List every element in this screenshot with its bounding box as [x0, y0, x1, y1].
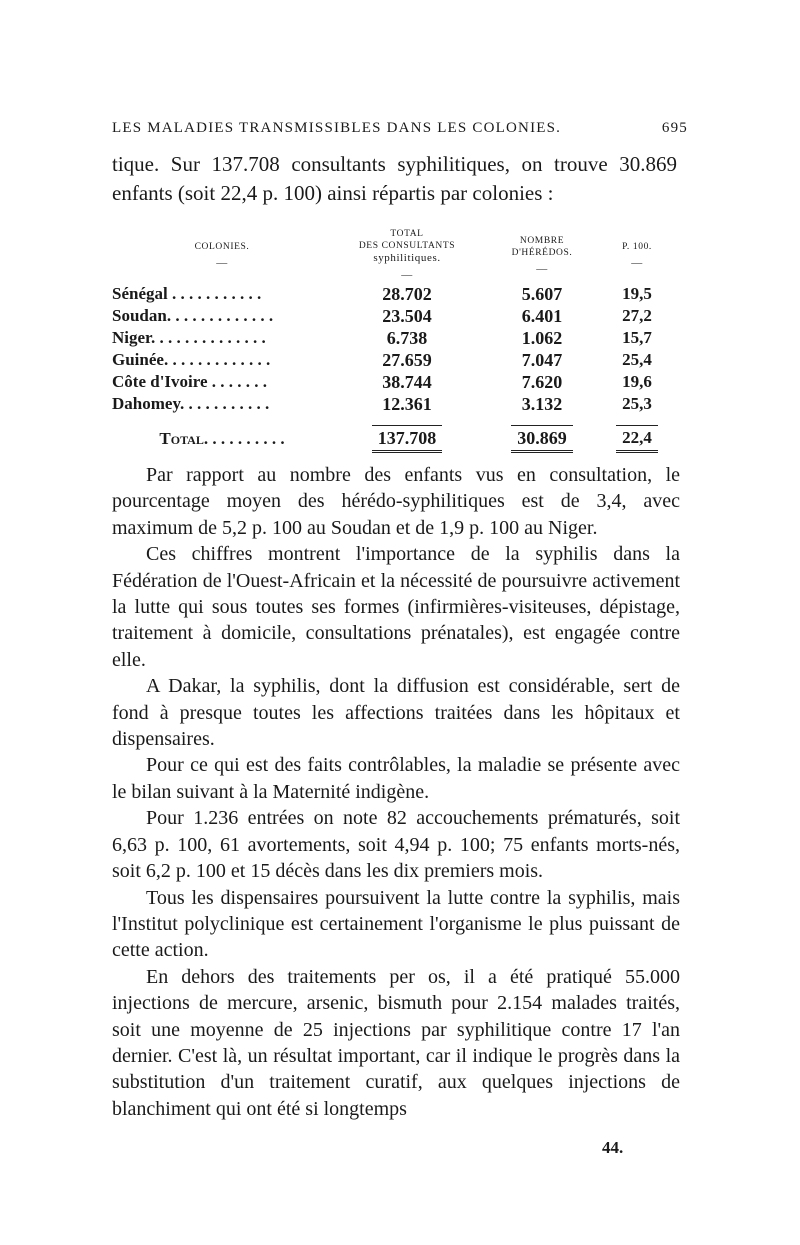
table-header-row	[112, 228, 672, 283]
colony-name: Dahomey. . . . . . . . . . .	[112, 394, 270, 413]
colony-name: Niger. . . . . . . . . . . . . .	[112, 328, 266, 347]
table-row	[112, 393, 672, 415]
pct-cell: 27,2	[622, 306, 652, 325]
total-cell: 23.504	[382, 306, 432, 326]
colony-name: Côte d'Ivoire . . . . . . .	[112, 372, 268, 391]
table-row	[112, 349, 672, 371]
pct-cell: 15,7	[622, 328, 652, 347]
heredos-cell: 6.401	[521, 306, 563, 326]
table-row	[112, 327, 672, 349]
colonies-table	[112, 228, 672, 453]
colony-name: Guinée. . . . . . . . . . . . .	[112, 350, 271, 369]
page-number: 695	[661, 120, 688, 136]
heredos-cell: 3.132	[521, 394, 563, 414]
heredos-cell: 7.620	[521, 372, 563, 392]
paragraph: En dehors des traitements per os, il a été pratiqué 55.000 injections de mercure, arsenic, bismuth pour 2.154 malades traités, soit une moyenne de 25 injections par syphilitique contre 17 l'an dernier. C'est là, un résultat important, car il indique le progrès dans la substitution d'un traitement curatif, aux quelques injections de blanchiment qui ont été si longtemps	[112, 965, 680, 1120]
total-sum-cell: 137.708	[332, 415, 482, 453]
paragraph: Pour ce qui est des faits contrôlables, la maladie se présente avec le bilan suivant à la Maternité indigène.	[112, 754, 680, 803]
heredos-cell: 5.607	[521, 284, 563, 304]
paragraph: Tous les dispensaires poursuivent la lutte contre la syphilis, mais l'Institut polyclinique est certainement l'organisme le plus puissant de cette action.	[112, 886, 680, 962]
paragraph: Par rapport au nombre des enfants vus en consultation, le pourcentage moyen des hérédo-syphilitiques est de 3,4, avec maximum de 5,2 p. 100 au Soudan et de 1,9 p. 100 au Niger.	[112, 464, 680, 539]
header-pct: P. 100. —	[622, 241, 652, 269]
total-cell: 28.702	[382, 284, 432, 304]
colony-name: Soudan. . . . . . . . . . . . .	[112, 306, 274, 325]
header-total-consultants: TOTAL DES CONSULTANTS syphilitiques. —	[358, 229, 456, 281]
heredos-cell: 1.062	[521, 328, 563, 348]
total-cell: 27.659	[382, 350, 432, 370]
pct-cell: 25,4	[622, 350, 652, 369]
paragraph: A Dakar, la syphilis, dont la diffusion est considérable, sert de fond à presque toutes les affections traitées dans les hôpitaux et dispensaires.	[112, 675, 680, 751]
total-cell: 38.744	[382, 372, 432, 392]
intro-text: tique. Sur 137.708 consultants syphilitiques, on trouve 30.869 enfants (soit 22,4 p. 100) ainsi répartis par colonies :	[112, 152, 677, 205]
table-total-row	[112, 415, 672, 453]
total-heredos-cell: 30.869	[482, 415, 602, 453]
table-row	[112, 283, 672, 305]
total-cell: 6.738	[386, 328, 428, 348]
total-label: Total. . . . . . . . . .	[159, 429, 285, 448]
heredos-cell: 7.047	[521, 350, 563, 370]
total-pct-cell: 22,4	[602, 415, 672, 453]
header-colonies: COLONIES. —	[194, 241, 250, 269]
table-row	[112, 305, 672, 327]
pct-cell: 19,6	[622, 372, 652, 391]
paragraph: Ces chiffres montrent l'importance de la syphilis dans la Fédération de l'Ouest-Africain et la nécessité de poursuivre activement la lutte qui sous toutes ses formes (infirmières-visiteuses, dépistage, traitement à domicile, consultations prénatales), est engagée contre elle.	[112, 543, 680, 671]
pct-cell: 19,5	[622, 284, 652, 303]
paragraph: Pour 1.236 entrées on note 82 accouchements prématurés, soit 6,63 p. 100, 61 avortements, soit 4,94 p. 100; 75 enfants morts-nés, soit 6,2 p. 100 et 15 décès dans les dix premiers mois.	[112, 807, 680, 883]
body-text	[112, 462, 680, 1122]
table-row	[112, 371, 672, 393]
header-nombre-heredos: NOMBRE D'HÉRÉDOS. —	[511, 235, 573, 275]
colony-name: Sénégal . . . . . . . . . . .	[112, 284, 262, 303]
total-cell: 12.361	[382, 394, 432, 414]
signature-mark: 44.	[602, 1138, 624, 1157]
running-title: LES MALADIES TRANSMISSIBLES DANS LES COLONIES.	[112, 120, 562, 136]
pct-cell: 25,3	[622, 394, 652, 413]
intro-paragraph	[112, 150, 677, 208]
